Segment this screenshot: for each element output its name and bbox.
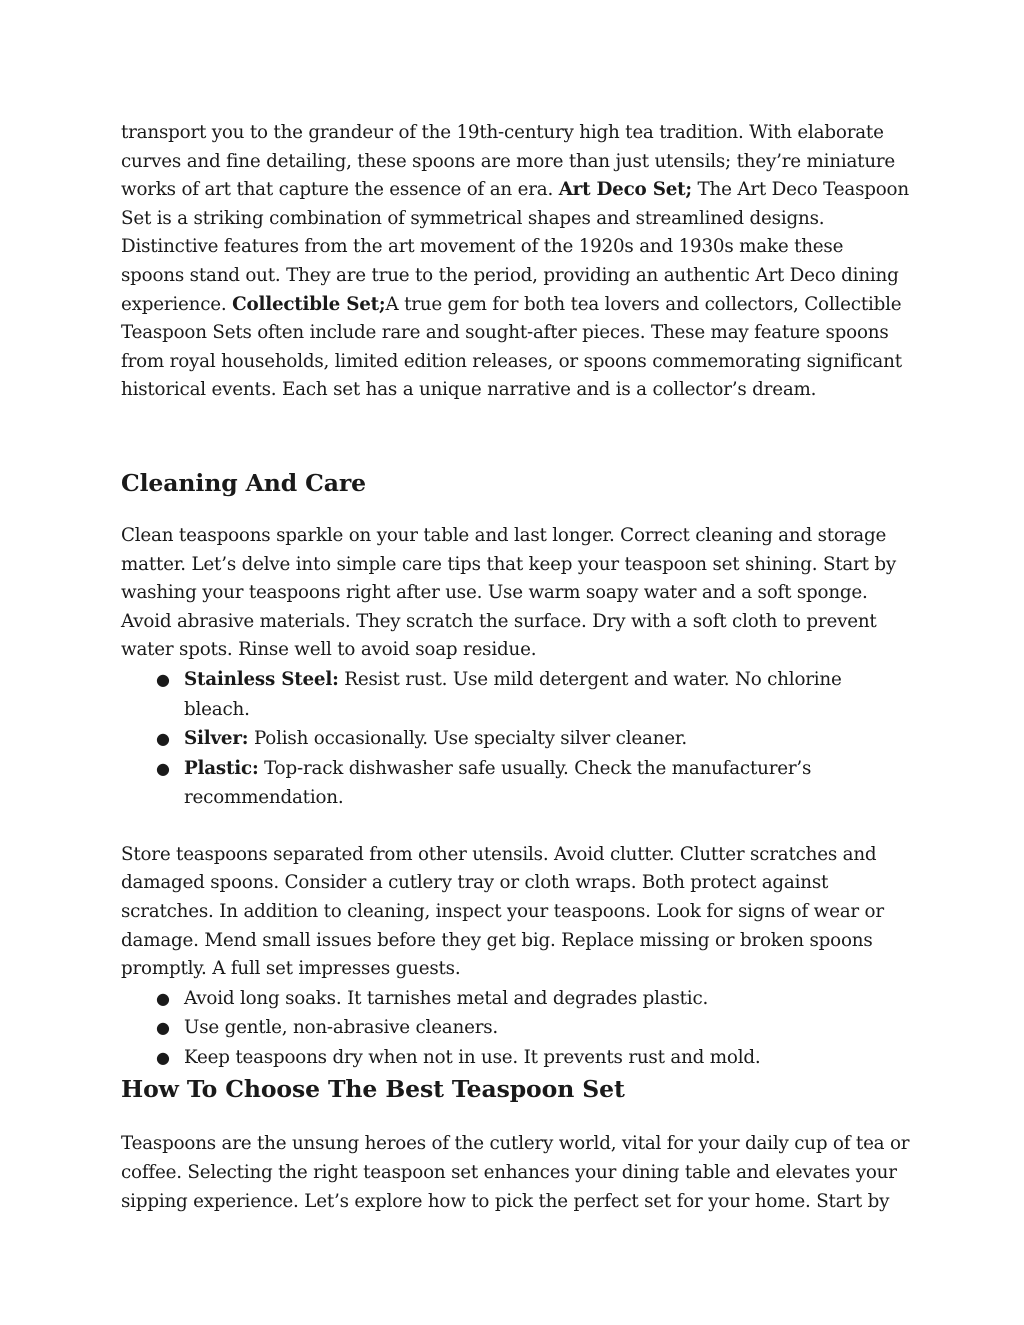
document-page [121, 119, 911, 1216]
intro-text-3: A true gem for both tea lovers and collectors, Collectible Teaspoon Sets often include rare and sought-after pieces. These may feature spoons from royal households, limited edition releases, or spoons commemorating significant historical events. Each set has a unique narrative and is a collector’s dream. [121, 293, 902, 401]
bullet-icon: ● [156, 729, 170, 749]
list-item [156, 724, 911, 754]
intro-text-1: transport you to the grandeur of the 19th-century high tea tradition. With elaborate curves and fine detailing, these spoons are more than just utensils; they’re miniature works of art that capture the essence of an era. [121, 122, 896, 201]
material-label: Plastic: [184, 757, 259, 779]
choose-heading: How To Choose The Best Teaspoon Set [121, 1075, 625, 1104]
collectible-set-label: Collectible Set; [232, 293, 386, 315]
choose-paragraph: Teaspoons are the unsung heroes of the cutlery world, vital for your daily cup of tea or coffee. Selecting the right teaspoon set enhances your dining table and elevates your sipping experience. Let’s explore how to pick the perfect set for your home. Start by [121, 1133, 910, 1212]
material-text: Resist rust. Use mild detergent and water. No chlorine bleach. [184, 668, 842, 720]
list-item [156, 665, 911, 724]
bullet-icon: ● [156, 1018, 170, 1038]
tip-text: Use gentle, non-abrasive cleaners. [184, 1017, 499, 1039]
intro-text-2: The Art Deco Teaspoon Set is a striking combination of symmetrical shapes and streamlined designs. Distinctive features from the art movement of the 1920s and 1930s make these spoons stand out. They are true to the period, providing an authentic Art Deco dining experience. [121, 179, 909, 315]
material-label: Silver: [184, 728, 249, 750]
bullet-icon: ● [156, 988, 170, 1008]
material-text: Polish occasionally. Use specialty silver cleaner. [248, 728, 688, 750]
list-item [156, 1043, 911, 1073]
material-text: Top-rack dishwasher safe usually. Check the manufacturer’s recommendation. [184, 757, 812, 809]
bullet-icon: ● [156, 758, 170, 778]
intro-paragraph [121, 119, 911, 405]
art-deco-set-label: Art Deco Set; [558, 179, 692, 201]
tip-text: Avoid long soaks. It tarnishes metal and degrades plastic. [184, 987, 709, 1009]
list-item [156, 1013, 911, 1043]
storage-paragraph: Store teaspoons separated from other utensils. Avoid clutter. Clutter scratches and damaged spoons. Consider a cutlery tray or cloth wraps. Both protect against scratches. In addition to cleaning, inspect your teaspoons. Look for signs of wear or damage. Mend small issues before they get big. Replace missing or broken spoons promptly. A full set impresses guests. [121, 843, 884, 980]
material-label: Stainless Steel: [184, 668, 339, 690]
tips-list [121, 984, 911, 1073]
list-item [156, 754, 911, 813]
tip-text: Keep teaspoons dry when not in use. It prevents rust and mold. [184, 1046, 761, 1068]
list-item [156, 984, 911, 1014]
bullet-icon: ● [156, 1047, 170, 1067]
cleaning-heading: Cleaning And Care [121, 468, 367, 497]
bullet-icon: ● [156, 669, 170, 689]
materials-list [121, 665, 911, 813]
cleaning-paragraph: Clean teaspoons sparkle on your table and last longer. Correct cleaning and storage matter. Let’s delve into simple care tips that keep your teaspoon set shining. Start by washing your teaspoons right after use. Use warm soapy water and a soft sponge. Avoid abrasive materials. They scratch the surface. Dry with a soft cloth to prevent water spots. Rinse well to avoid soap residue. [121, 524, 897, 661]
